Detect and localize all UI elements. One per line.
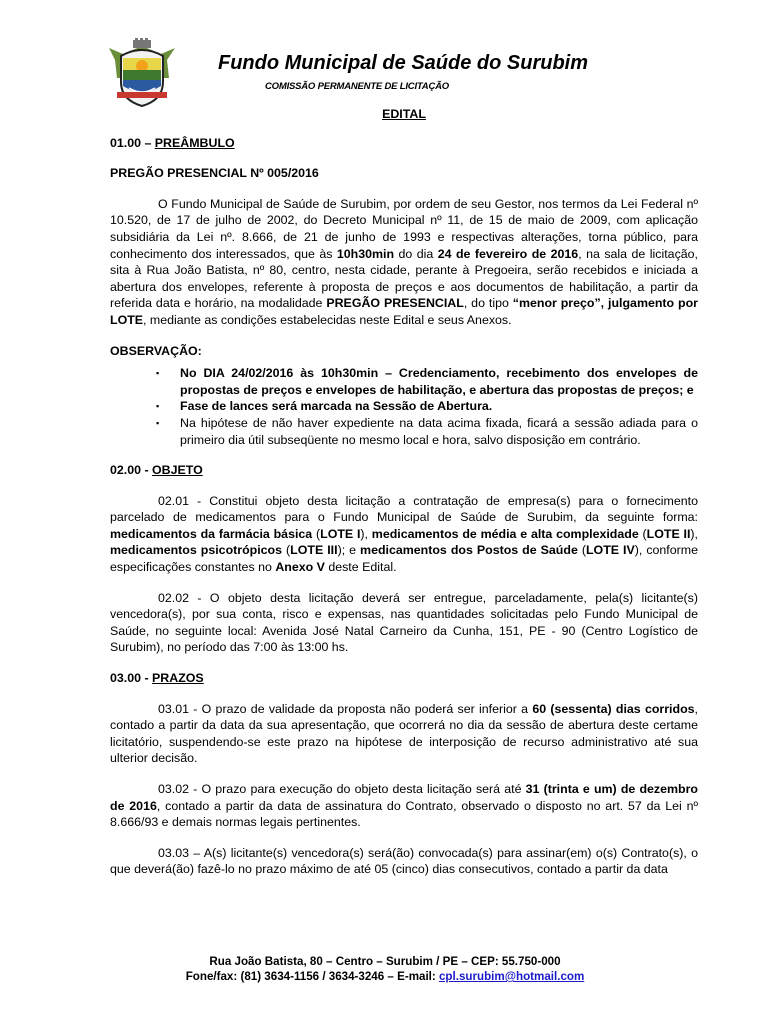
objeto-paragraph-2: 02.02 - O objeto desta licitação deverá ser entregue, parceladamente, pela(s) licitante(s) vencedora(s), por sua conta, risco e expensas, nas quantidades solicitadas pelo Fundo Municipal de Saúde, no seguinte local: Avenida José Natal Carneiro da Cunha, 151, PE - 90 (Centro Logístico de Surubim), no período das 7:00 às 13:00 hs.: [110, 590, 698, 655]
email-link[interactable]: cpl.surubim@hotmail.com: [438, 970, 585, 983]
institution-title: Fundo Municipal de Saúde do Surubim: [218, 52, 588, 74]
observacao-heading: OBSERVAÇÃO:: [110, 343, 202, 358]
footer-contact: Fone/fax: (81) 3634-1156 / 3634-3246 – E-mail: cpl.surubim@hotmail.com: [185, 970, 585, 983]
preambulo-paragraph: O Fundo Municipal de Saúde de Surubim, por ordem de seu Gestor, nos termos da Lei Federal nº 10.520, de 17 de julho de 2002, do Decreto Municipal nº 11, de 15 de maio de 2009, com aplicação subsidiária da Lei nº. 8.666, de 21 de junho de 1993 e respectivas alterações, torna público, para conhecimento dos interessados, que às 10h30min do dia 24 de fevereiro de 2016, na sala de licitação, sita à Rua João Batista, nº 80, centro, nesta cidade, perante à Pregoeira, serão recebidos e iniciada a abertura dos envelopes, referente à proposta de preços e aos documentos de habilitação, a partir da referida data e horário, na modalidade PREGÃO PRESENCIAL, do tipo “menor preço”, julgamento por LOTE, mediante as condições estabelecidas neste Edital e seus Anexos.: [110, 196, 698, 327]
prazos-paragraph-2: 03.02 - O prazo para execução do objeto desta licitação será até 31 (trinta e um) de dezembro de 2016, contado a partir da data de assinatura do Contrato, observado o disposto no art. 57 da Lei nº 8.666/93 e demais normas legais pertinentes.: [110, 782, 699, 830]
edital-heading: EDITAL: [382, 107, 426, 121]
commission-subtitle: COMISSÃO PERMANENTE DE LICITAÇÃO: [265, 81, 449, 92]
section-heading-prazos: 03.00 - PRAZOS: [110, 671, 204, 686]
observation-list: [110, 365, 698, 448]
list-item: ▪ Na hipótese de não haver expediente na data acima fixada, ficará a sessão adiada para o primeiro dia útil subseqüente no mesmo local e hora, salvo disposição em contrário.: [156, 415, 698, 447]
document-body: [110, 106, 698, 878]
list-item: ▪ No DIA 24/02/2016 às 10h30min – Credenciamento, recebimento dos envelopes de propostas de preços e envelopes de habilitação, e abertura das propostas de preços; e: [156, 366, 698, 397]
objeto-paragraph-1: 02.01 - Constitui objeto desta licitação a contratação de empresa(s) para o fornecimento parcelado de medicamentos para o Fundo Municipal de Saúde de Surubim, da seguinte forma: medicamentos da farmácia básica (LOTE I), medicamentos de média e alta complexidade (LOTE II), medicamentos psicotrópicos (LOTE III); e medicamentos dos Postos de Saúde (LOTE IV), conforme especificações constantes no Anexo V deste Edital.: [110, 493, 698, 575]
list-item: ▪ Fase de lances será marcada na Sessão de Abertura.: [156, 399, 493, 414]
pregao-heading: PREGÃO PRESENCIAL Nº 005/2016: [110, 166, 319, 181]
municipal-coat-of-arms-logo: [107, 38, 177, 110]
section-heading-objeto: 02.00 - OBJETO: [110, 463, 203, 478]
footer-address: Rua João Batista, 80 – Centro – Surubim / PE – CEP: 55.750-000: [209, 955, 561, 968]
prazos-paragraph-3: 03.03 – A(s) licitante(s) vencedora(s) será(ão) convocada(s) para assinar(em) o(s) Contrato(s), o que deverá(ão) fazê-lo no prazo máximo de até 05 (cinco) dias consecutivos, contado a partir da data: [110, 845, 698, 877]
prazos-paragraph-1: 03.01 - O prazo de validade da proposta não poderá ser inferior a 60 (sessenta) dias corridos, contado a partir da data da sua apresentação, que ocorrerá no dia da sessão de abertura deste certame licitatório, suspendendo-se este prazo na hipótese de interposição de recurso administrativo até sua ulterior decisão.: [110, 701, 698, 766]
section-heading-preambulo: 01.00 – PREÂMBULO: [110, 135, 235, 150]
page-footer: [0, 954, 770, 984]
